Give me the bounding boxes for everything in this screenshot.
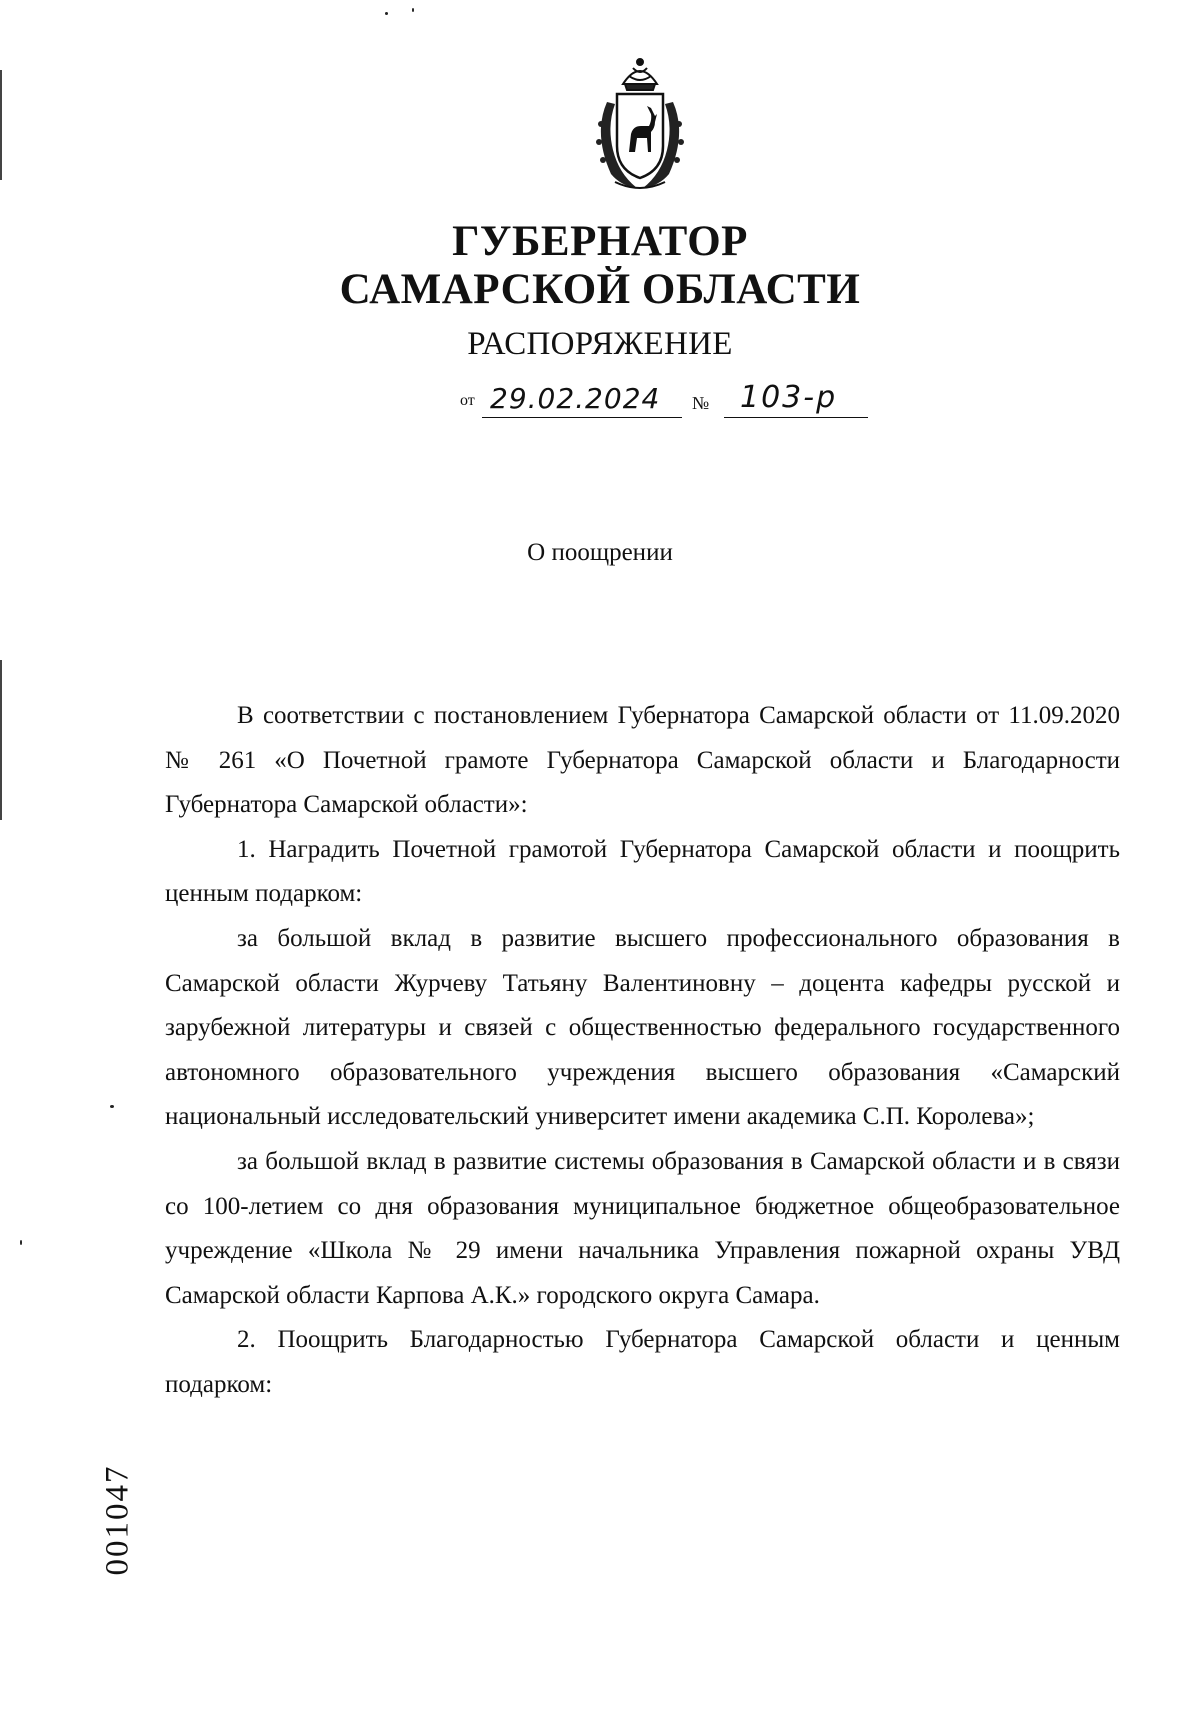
registration-line [460,380,860,424]
award-paragraph: за большой вклад в развитие системы образования в Самарской области и в связи со 100-летием со дня образования муниципальное бюджетное общеобразовательное учреждение «Школа № 29 имени начальника Управления пожарной охраны УВД Самарской области Карпова А.К.» городского округа Самара. [165,1147,1120,1309]
serial-number-stamp [96,1445,140,1595]
date-underline [482,417,682,418]
number-prefix: № [692,393,710,413]
number-underline [724,417,868,418]
issuer-title-line2: САМАРСКОЙ ОБЛАСТИ [339,266,861,313]
scan-speck [385,12,388,15]
scan-edge-line [0,70,2,180]
document-number: 103-р [740,380,838,415]
date-prefix: от [460,392,475,409]
clause-2-paragraph: 2. Поощрить Благодарностью Губернатора Самарской области и ценным подарком: [165,1326,1120,1398]
document-body [165,694,1120,1408]
samara-coat-of-arms-icon [585,54,695,194]
issuer-title-line1: ГУБЕРНАТОР [452,218,748,265]
scan-speck [412,8,414,12]
scan-speck [20,1240,22,1245]
document-subject: О поощрении [527,539,673,566]
document-date: 29.02.2024 [490,382,661,415]
scan-speck [110,1105,114,1108]
document-type: РАСПОРЯЖЕНИЕ [467,326,733,362]
award-paragraph: за большой вклад в развитие высшего профессионального образования в Самарской области Журчеву Татьяну Валентиновну – доцента кафедры русской и зарубежной литературы и связей с общественностью федерального государственного автономного образовательного учреждения высшего образования «Самарский национальный исследовательский университет имени академика С.П. Королева»; [165,924,1120,1131]
preamble-paragraph: В соответствии с постановлением Губернатора Самарской области от 11.09.2020 № 261 «О Почетной грамоте Губернатора Самарской области и Благодарности Губернатора Самарской области»: [165,702,1120,819]
scan-edge-line [0,660,2,820]
clause-1-paragraph: 1. Наградить Почетной грамотой Губернатора Самарской области и поощрить ценным подарком: [165,835,1120,908]
serial-number: 001047 [99,1464,136,1576]
